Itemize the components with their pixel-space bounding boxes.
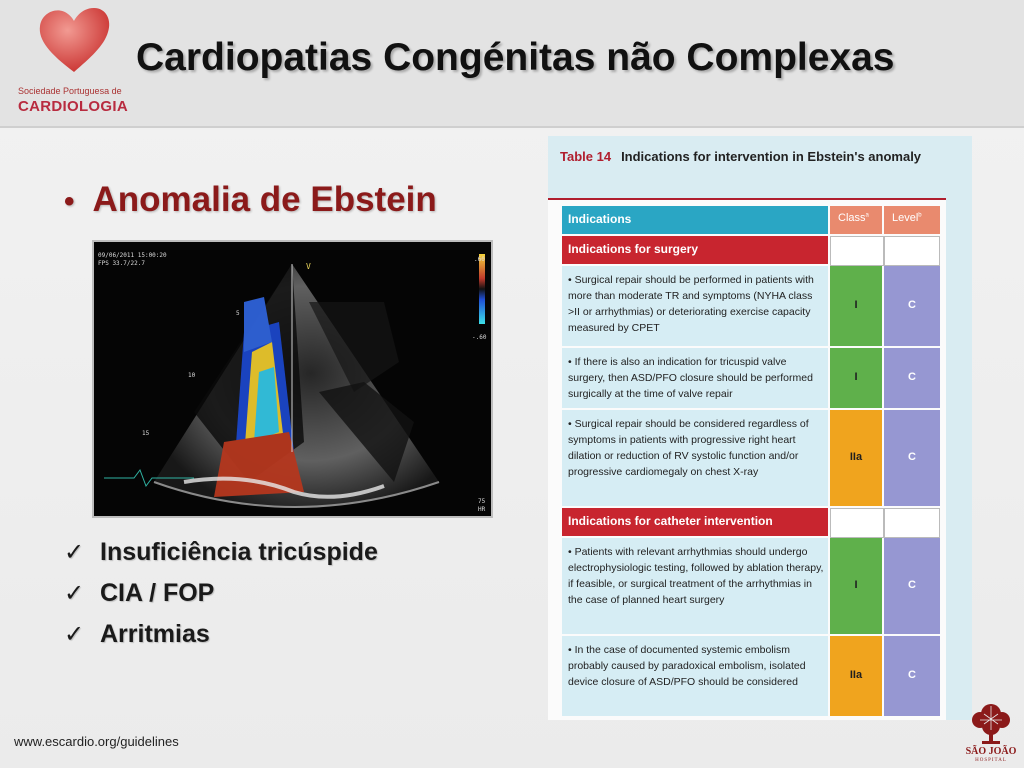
check-icon: ✓ — [64, 539, 85, 566]
row-level: C — [908, 579, 916, 591]
row-level: C — [908, 371, 916, 383]
hospital-name: SÃO JOÃO — [965, 746, 1017, 757]
echo-scan-graphic — [94, 242, 491, 516]
slide-title: Cardiopatias Congénitas não Complexas — [136, 36, 895, 79]
row-class: IIa — [849, 451, 863, 463]
header-level: Level$^b$ — [892, 212, 922, 224]
table-row — [562, 266, 942, 348]
slide-header — [0, 0, 1024, 128]
row-level: C — [908, 669, 916, 681]
check-list — [64, 538, 378, 661]
echo-depth-5: 5 — [236, 310, 240, 317]
row-text: • Patients with relevant arrhythmias should undergo electrophysiologic testing, followed by ablation therapy, if feasible, or surgical treatment of the arrhythmias in the case of planned heart surgery — [568, 546, 824, 606]
echo-depth-10: 10 — [188, 372, 196, 379]
echo-depth-15: 15 — [142, 430, 150, 437]
echo-scale-top: .60 — [474, 256, 485, 263]
echo-hr-value: 75 — [478, 498, 486, 505]
row-text: • In the case of documented systemic embolism probably caused by paradoxical embolism, isolated device closure of ASD/PFO should be considered — [568, 644, 806, 688]
header-class: Class$^a$ — [838, 212, 869, 224]
main-bullet — [64, 180, 437, 220]
row-class: IIa — [849, 669, 863, 681]
hospital-sub: HOSPITAL — [975, 758, 1007, 763]
table-row — [562, 538, 942, 636]
echo-v-marker: V — [306, 262, 311, 271]
footer-url: www.escardio.org/guidelines — [14, 734, 179, 749]
row-class: I — [854, 299, 858, 311]
echo-hr-label: HR — [478, 506, 486, 513]
bullet-text: Anomalia de Ebstein — [92, 180, 437, 219]
echo-fps: FPS 33.7/22.7 — [98, 260, 145, 267]
check-icon: ✓ — [64, 621, 85, 648]
caption-rule — [548, 198, 972, 200]
check-text: CIA / FOP — [100, 579, 215, 607]
table-row — [562, 348, 942, 410]
row-level: C — [908, 299, 916, 311]
tree-icon — [960, 700, 1022, 746]
row-text: • Surgical repair should be considered regardless of symptoms in patients with progressive right heart dilation or reduction of RV systolic function and/or progressive cardiomegaly on chest X-ray — [568, 418, 809, 478]
check-text: Insuficiência tricúspide — [100, 538, 378, 566]
check-item — [64, 579, 378, 620]
table-side-strip — [946, 198, 972, 720]
logo-name: CARDIOLOGIA — [18, 98, 128, 115]
table-header-row — [562, 206, 942, 236]
check-icon: ✓ — [64, 580, 85, 607]
row-level: C — [908, 451, 916, 463]
check-item — [64, 620, 378, 661]
heart-icon — [36, 6, 112, 76]
echo-date: 09/06/2011 15:00:20 — [98, 252, 167, 259]
section-label: Indications for catheter intervention — [568, 514, 773, 528]
section-row-surgery — [562, 236, 942, 266]
row-class: I — [854, 371, 858, 383]
echo-scale-bottom: -.60 — [472, 334, 487, 341]
table-title: Indications for intervention in Ebstein's anomaly — [621, 149, 922, 164]
check-text: Arritmias — [100, 620, 210, 648]
header-indications: Indications — [568, 212, 632, 226]
guidelines-table — [548, 136, 972, 720]
check-item — [64, 538, 378, 579]
table-row — [562, 410, 942, 508]
row-text: • If there is also an indication for tricuspid valve surgery, then ASD/PFO closure should be performed surgically at the time of valve repair — [568, 356, 813, 400]
spc-logo — [14, 4, 130, 116]
section-row-catheter — [562, 508, 942, 538]
row-text: • Surgical repair should be performed in patients with more than moderate TR and symptoms (NYHA class >II or arrhythmias) or deteriorating exercise capacity measured by CPET — [568, 274, 814, 334]
bullet-dot: • — [64, 185, 75, 218]
section-label: Indications for surgery — [568, 242, 699, 256]
logo-subtitle: Sociedade Portuguesa de — [18, 86, 122, 96]
table-caption — [548, 136, 972, 198]
echocardiogram-image — [92, 240, 493, 518]
row-class: I — [854, 579, 858, 591]
hospital-logo — [960, 700, 1022, 766]
table-number: Table 14 — [560, 149, 612, 164]
table-row — [562, 636, 942, 718]
